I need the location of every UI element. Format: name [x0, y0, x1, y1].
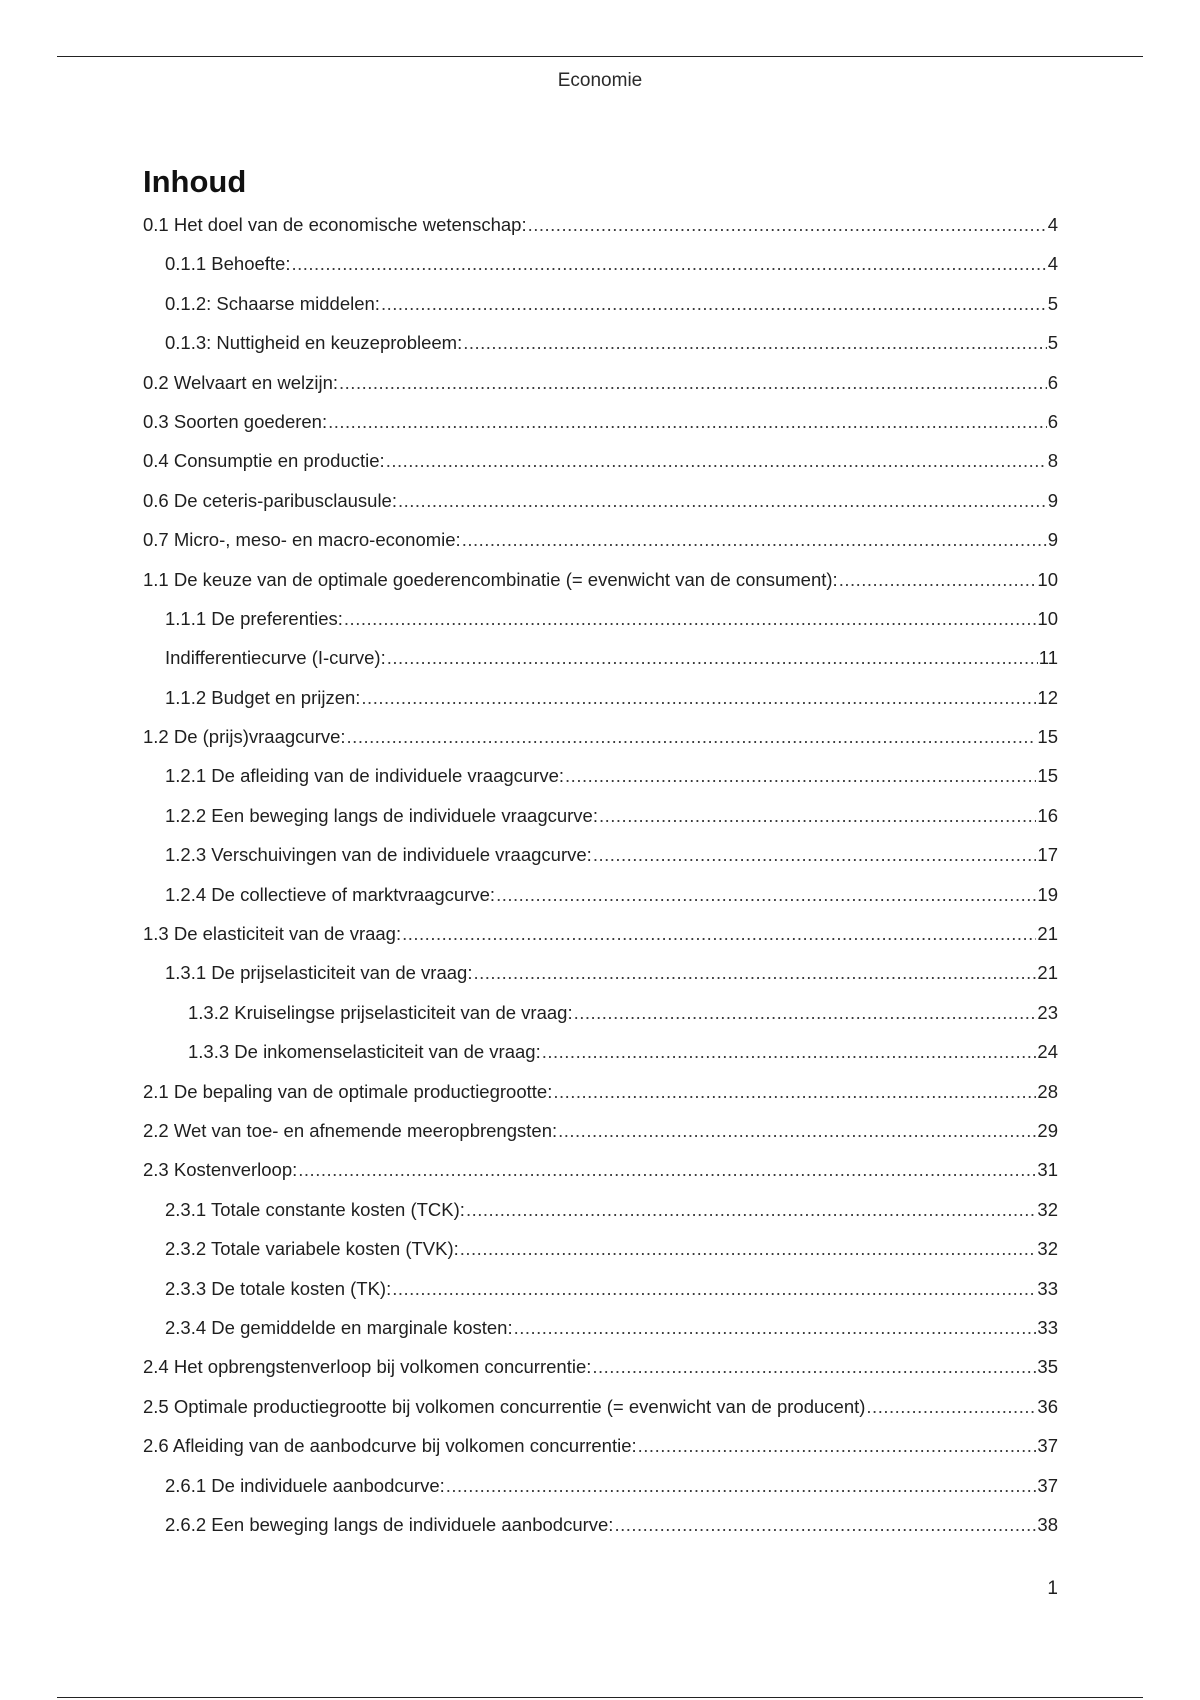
toc-dot-leader: [496, 884, 1036, 906]
toc-entry-label: 2.2 Wet van toe- en afnemende meeropbrengsten:: [143, 1119, 558, 1141]
toc-dot-leader: [574, 1002, 1037, 1024]
toc-entry-page: 9: [1047, 489, 1058, 511]
toc-entry-page: 15: [1037, 765, 1058, 787]
toc-entry[interactable]: [143, 529, 1058, 568]
toc-entry-label: 0.3 Soorten goederen:: [143, 410, 328, 432]
toc-entry-page: 28: [1037, 1080, 1058, 1102]
toc-entry-page: 9: [1047, 529, 1058, 551]
toc-entry[interactable]: [143, 765, 1058, 804]
toc-dot-leader: [386, 450, 1047, 472]
toc-dot-leader: [542, 1041, 1037, 1063]
toc-entry[interactable]: [143, 1475, 1058, 1514]
toc-entry-label: 1.2.4 De collectieve of marktvraagcurve:: [165, 883, 496, 905]
toc-entry-label: 2.4 Het opbrengstenverloop bij volkomen concurrentie:: [143, 1356, 592, 1378]
toc-entry[interactable]: [143, 1514, 1058, 1553]
toc-dot-leader: [599, 805, 1036, 827]
toc-entry-page: 38: [1037, 1513, 1058, 1535]
toc-entry-label: 2.3 Kostenverloop:: [143, 1159, 298, 1181]
toc-entry[interactable]: [143, 253, 1058, 292]
toc-entry-label: 1.2.3 Verschuivingen van de individuele vraagcurve:: [165, 844, 592, 866]
toc-entry[interactable]: [143, 1081, 1058, 1120]
toc-entry-label: 2.3.1 Totale constante kosten (TCK):: [165, 1198, 465, 1220]
toc-dot-leader: [528, 214, 1047, 236]
toc-dot-leader: [392, 1278, 1036, 1300]
toc-entry-page: 5: [1047, 292, 1058, 314]
toc-entry-label: 1.1.1 De preferenties:: [165, 607, 343, 629]
toc-entry-label: 1.2.1 De afleiding van de individuele vraagcurve:: [165, 765, 565, 787]
toc-entry[interactable]: [143, 1041, 1058, 1080]
toc-entry-page: 32: [1037, 1198, 1058, 1220]
toc-entry-page: 21: [1037, 923, 1058, 945]
toc-dot-leader: [473, 962, 1036, 984]
toc-entry[interactable]: [143, 569, 1058, 608]
toc-entry-page: 16: [1037, 804, 1058, 826]
toc-entry-page: 33: [1037, 1277, 1058, 1299]
toc-dot-leader: [328, 411, 1047, 433]
toc-entry-label: 1.3.1 De prijselasticiteit van de vraag:: [165, 962, 473, 984]
toc-entry-label: 2.3.3 De totale kosten (TK):: [165, 1277, 392, 1299]
toc-entry[interactable]: [143, 1159, 1058, 1198]
toc-entry[interactable]: [143, 1435, 1058, 1474]
toc-entry-label: 2.6 Afleiding van de aanbodcurve bij volkomen concurrentie:: [143, 1435, 637, 1457]
toc-dot-leader: [466, 1199, 1036, 1221]
toc-entry-page: 10: [1037, 568, 1058, 590]
toc-entry[interactable]: [143, 1120, 1058, 1159]
toc-entry-label: 2.3.2 Totale variabele kosten (TVK):: [165, 1238, 459, 1260]
toc-dot-leader: [514, 1317, 1037, 1339]
toc-entry-label: 2.5 Optimale productiegrootte bij volkomen concurrentie (= evenwicht van de producent): [143, 1395, 866, 1417]
toc-entry[interactable]: [143, 1317, 1058, 1356]
header-rule: [57, 56, 1143, 57]
toc-dot-leader: [460, 1238, 1037, 1260]
toc-entry-page: 8: [1047, 450, 1058, 472]
toc-entry-page: 4: [1047, 214, 1058, 235]
toc-entry[interactable]: [143, 411, 1058, 450]
toc-dot-leader: [638, 1435, 1037, 1457]
toc-entry-label: 0.1 Het doel van de economische wetenschap:: [143, 214, 527, 235]
toc-entry-label: 1.3.3 De inkomenselasticiteit van de vraag:: [188, 1041, 541, 1063]
toc-dot-leader: [463, 332, 1046, 354]
toc-entry-label: 1.3.2 Kruiselingse prijselasticiteit van de vraag:: [188, 1001, 573, 1023]
toc-dot-leader: [402, 923, 1036, 945]
toc-entry[interactable]: [143, 844, 1058, 883]
toc-entry-page: 10: [1037, 607, 1058, 629]
toc-entry-page: 5: [1047, 332, 1058, 354]
toc-entry[interactable]: [143, 923, 1058, 962]
toc-entry-page: 6: [1047, 410, 1058, 432]
toc-entry[interactable]: [143, 647, 1058, 686]
toc-entry-label: 0.1.2: Schaarse middelen:: [165, 292, 380, 314]
toc-entry-page: 29: [1037, 1119, 1058, 1141]
toc-entry-label: 2.6.1 De individuele aanbodcurve:: [165, 1474, 445, 1496]
toc-dot-leader: [387, 647, 1038, 669]
toc-entry-label: 0.4 Consumptie en productie:: [143, 450, 385, 472]
toc-entry[interactable]: [143, 332, 1058, 371]
toc-entry-label: 0.7 Micro-, meso- en macro-economie:: [143, 529, 461, 551]
toc-dot-leader: [361, 687, 1036, 709]
toc-entry-page: 17: [1037, 844, 1058, 866]
footer-rule: [57, 1697, 1143, 1698]
toc-entry-page: 6: [1047, 371, 1058, 393]
toc-entry[interactable]: [143, 1278, 1058, 1317]
toc-dot-leader: [381, 293, 1047, 315]
toc-entry-page: 35: [1037, 1356, 1058, 1378]
toc-entry-label: Indifferentiecurve (I-curve):: [165, 647, 386, 669]
toc-entry[interactable]: [143, 214, 1058, 253]
page-number: 1: [1047, 1578, 1058, 1599]
toc-entry-label: 1.2 De (prijs)vraagcurve:: [143, 726, 346, 748]
toc-dot-leader: [292, 253, 1047, 275]
toc-entry-label: 2.3.4 De gemiddelde en marginale kosten:: [165, 1316, 513, 1338]
toc-entry[interactable]: [143, 1396, 1058, 1435]
toc-dot-leader: [446, 1475, 1037, 1497]
toc-dot-leader: [866, 1396, 1036, 1418]
toc-entry-label: 1.3 De elasticiteit van de vraag:: [143, 923, 402, 945]
toc-entry-page: 32: [1037, 1238, 1058, 1260]
toc-entry[interactable]: [143, 1356, 1058, 1395]
toc-entry-label: 0.1.1 Behoefte:: [165, 253, 291, 275]
table-of-contents: [143, 214, 1058, 1553]
toc-entry-page: 24: [1037, 1041, 1058, 1063]
toc-dot-leader: [592, 1356, 1036, 1378]
toc-dot-leader: [839, 569, 1037, 591]
toc-entry-page: 12: [1037, 686, 1058, 708]
toc-entry[interactable]: [143, 1238, 1058, 1277]
toc-entry[interactable]: [143, 372, 1058, 411]
toc-entry-label: 2.1 De bepaling van de optimale productiegrootte:: [143, 1080, 553, 1102]
toc-entry[interactable]: [143, 726, 1058, 765]
toc-dot-leader: [339, 372, 1047, 394]
toc-heading: Inhoud: [143, 164, 247, 199]
toc-entry[interactable]: [143, 962, 1058, 1001]
toc-entry-page: 37: [1037, 1435, 1058, 1457]
toc-dot-leader: [398, 490, 1047, 512]
toc-entry-page: 37: [1037, 1474, 1058, 1496]
page-header-title: Economie: [557, 70, 643, 91]
toc-entry-label: 2.6.2 Een beweging langs de individuele aanbodcurve:: [165, 1513, 614, 1535]
toc-entry[interactable]: [143, 608, 1058, 647]
toc-entry[interactable]: [143, 1002, 1058, 1041]
toc-entry-page: 19: [1037, 883, 1058, 905]
toc-entry-label: 1.1 De keuze van de optimale goederencombinatie (= evenwicht van de consument):: [143, 568, 838, 590]
toc-dot-leader: [565, 765, 1036, 787]
toc-entry-page: 36: [1037, 1395, 1058, 1417]
toc-entry-page: 15: [1037, 726, 1058, 748]
toc-dot-leader: [614, 1514, 1036, 1536]
toc-entry-page: 31: [1037, 1159, 1058, 1181]
toc-entry-page: 23: [1037, 1001, 1058, 1023]
toc-entry[interactable]: [143, 490, 1058, 529]
toc-dot-leader: [553, 1081, 1036, 1103]
toc-entry[interactable]: [143, 884, 1058, 923]
toc-entry-label: 0.6 De ceteris-paribusclausule:: [143, 489, 397, 511]
toc-entry[interactable]: [143, 450, 1058, 489]
toc-entry-page: 4: [1047, 253, 1058, 275]
toc-dot-leader: [344, 608, 1037, 630]
toc-entry-label: 1.2.2 Een beweging langs de individuele vraagcurve:: [165, 804, 598, 826]
toc-dot-leader: [593, 844, 1037, 866]
toc-dot-leader: [558, 1120, 1036, 1142]
toc-entry[interactable]: [143, 687, 1058, 726]
toc-entry-page: 11: [1038, 647, 1058, 669]
toc-entry-label: 0.2 Welvaart en welzijn:: [143, 371, 339, 393]
toc-dot-leader: [298, 1159, 1036, 1181]
toc-entry[interactable]: [143, 293, 1058, 332]
toc-entry[interactable]: [143, 1199, 1058, 1238]
toc-dot-leader: [347, 726, 1037, 748]
toc-entry-page: 33: [1037, 1316, 1058, 1338]
toc-entry-label: 1.1.2 Budget en prijzen:: [165, 686, 361, 708]
toc-dot-leader: [462, 529, 1047, 551]
toc-entry[interactable]: [143, 805, 1058, 844]
toc-entry-label: 0.1.3: Nuttigheid en keuzeprobleem:: [165, 332, 463, 354]
toc-entry-page: 21: [1037, 962, 1058, 984]
